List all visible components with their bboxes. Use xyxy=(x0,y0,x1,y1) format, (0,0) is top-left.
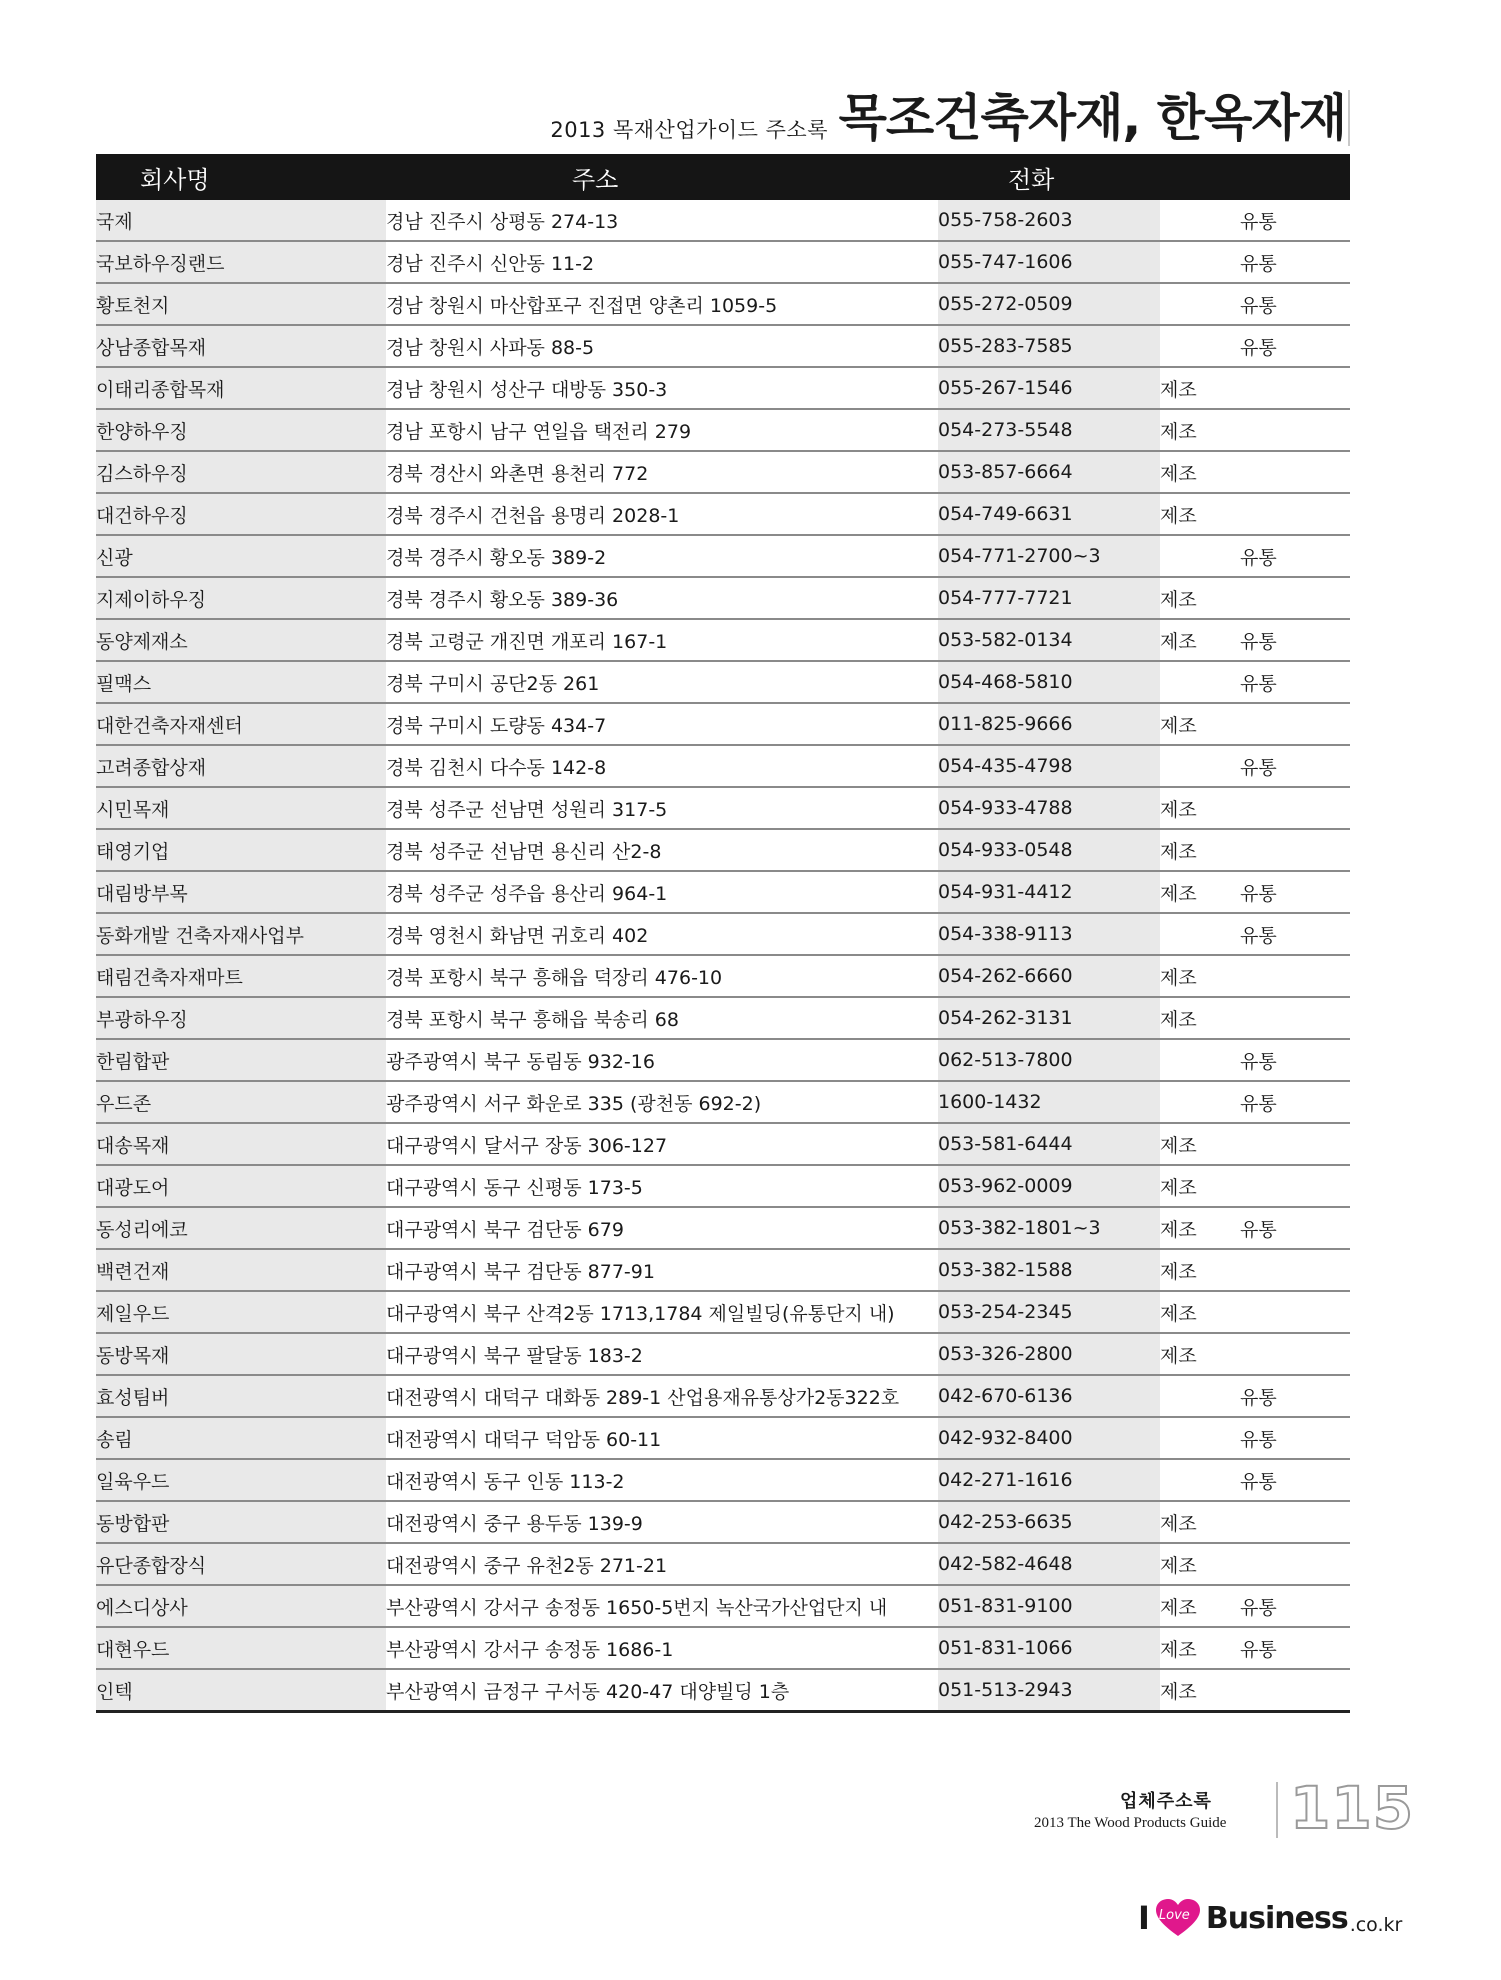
distributor-flag: 유통 xyxy=(1240,1417,1350,1459)
distributor-flag xyxy=(1240,829,1350,871)
company-address: 경남 진주시 상평동 274-13 xyxy=(386,200,938,241)
company-name: 국제 xyxy=(96,200,386,241)
table-row xyxy=(96,325,1350,367)
company-phone: 054-749-6631 xyxy=(938,493,1160,535)
company-address: 경북 구미시 공단2동 261 xyxy=(386,661,938,703)
company-address: 대전광역시 대덕구 대화동 289-1 산업용재유통상가2동322호 xyxy=(386,1375,938,1417)
company-phone: 054-468-5810 xyxy=(938,661,1160,703)
distributor-flag xyxy=(1240,577,1350,619)
manufacturer-flag xyxy=(1160,283,1240,325)
table-header-row xyxy=(96,154,1350,200)
company-phone: 053-382-1801~3 xyxy=(938,1207,1160,1249)
company-name: 김스하우징 xyxy=(96,451,386,493)
company-address: 경북 구미시 도량동 434-7 xyxy=(386,703,938,745)
company-name: 동성리에코 xyxy=(96,1207,386,1249)
distributor-flag xyxy=(1240,1543,1350,1585)
table-row xyxy=(96,367,1350,409)
company-phone: 054-262-3131 xyxy=(938,997,1160,1039)
company-name: 태림건축자재마트 xyxy=(96,955,386,997)
table-row xyxy=(96,1039,1350,1081)
heart-icon xyxy=(1154,1898,1202,1938)
table-row xyxy=(96,997,1350,1039)
company-phone: 054-777-7721 xyxy=(938,577,1160,619)
manufacturer-flag: 제조 xyxy=(1160,1165,1240,1207)
distributor-flag xyxy=(1240,1291,1350,1333)
manufacturer-flag xyxy=(1160,913,1240,955)
table-body xyxy=(96,200,1350,1712)
manufacturer-flag: 제조 xyxy=(1160,1627,1240,1669)
distributor-flag: 유통 xyxy=(1240,1459,1350,1501)
company-name: 이태리종합목재 xyxy=(96,367,386,409)
company-name: 동양제재소 xyxy=(96,619,386,661)
table-row xyxy=(96,493,1350,535)
company-address: 대구광역시 북구 검단동 877-91 xyxy=(386,1249,938,1291)
company-name: 부광하우징 xyxy=(96,997,386,1039)
company-name: 인텍 xyxy=(96,1669,386,1712)
manufacturer-flag: 제조 xyxy=(1160,1585,1240,1627)
table-row xyxy=(96,619,1350,661)
table-row xyxy=(96,661,1350,703)
company-phone: 053-962-0009 xyxy=(938,1165,1160,1207)
footer-section-label: 업체주소록 xyxy=(1120,1791,1212,1812)
manufacturer-flag: 제조 xyxy=(1160,493,1240,535)
company-address: 대구광역시 북구 팔달동 183-2 xyxy=(386,1333,938,1375)
company-name: 에스디상사 xyxy=(96,1585,386,1627)
page-title: 목조건축자재, 한옥자재 xyxy=(838,89,1346,147)
brand-domain: .co.kr xyxy=(1349,1914,1403,1936)
company-phone: 053-581-6444 xyxy=(938,1123,1160,1165)
manufacturer-flag xyxy=(1160,1417,1240,1459)
manufacturer-flag: 제조 xyxy=(1160,997,1240,1039)
title-divider xyxy=(1348,90,1350,146)
company-name: 황토천지 xyxy=(96,283,386,325)
company-address: 경북 김천시 다수동 142-8 xyxy=(386,745,938,787)
company-address: 대구광역시 달서구 장동 306-127 xyxy=(386,1123,938,1165)
manufacturer-flag xyxy=(1160,200,1240,241)
company-name: 대현우드 xyxy=(96,1627,386,1669)
company-name: 대광도어 xyxy=(96,1165,386,1207)
company-name: 고려종합상재 xyxy=(96,745,386,787)
company-address: 경북 경주시 건천읍 용명리 2028-1 xyxy=(386,493,938,535)
company-phone: 055-283-7585 xyxy=(938,325,1160,367)
distributor-flag: 유통 xyxy=(1240,1207,1350,1249)
company-address: 경북 고령군 개진면 개포리 167-1 xyxy=(386,619,938,661)
page-header xyxy=(96,84,1350,152)
table-row xyxy=(96,409,1350,451)
table-row xyxy=(96,1543,1350,1585)
distributor-flag xyxy=(1240,1501,1350,1543)
table-row xyxy=(96,787,1350,829)
column-header-company: 회사명 xyxy=(96,154,386,200)
header-subtitle: 2013 목재산업가이드 주소록 xyxy=(550,118,828,142)
table-row xyxy=(96,577,1350,619)
manufacturer-flag: 제조 xyxy=(1160,1333,1240,1375)
manufacturer-flag: 제조 xyxy=(1160,409,1240,451)
company-name: 상남종합목재 xyxy=(96,325,386,367)
distributor-flag: 유통 xyxy=(1240,283,1350,325)
table-row xyxy=(96,1207,1350,1249)
company-phone: 053-582-0134 xyxy=(938,619,1160,661)
manufacturer-flag xyxy=(1160,1081,1240,1123)
table-row xyxy=(96,535,1350,577)
table-row xyxy=(96,1165,1350,1207)
company-address: 대전광역시 대덕구 덕암동 60-11 xyxy=(386,1417,938,1459)
table-row xyxy=(96,1123,1350,1165)
company-address: 광주광역시 서구 화운로 335 (광천동 692-2) xyxy=(386,1081,938,1123)
company-phone: 1600-1432 xyxy=(938,1081,1160,1123)
company-name: 한양하우징 xyxy=(96,409,386,451)
company-phone: 054-435-4798 xyxy=(938,745,1160,787)
distributor-flag: 유통 xyxy=(1240,241,1350,283)
company-address: 경남 진주시 신안동 11-2 xyxy=(386,241,938,283)
company-phone: 053-254-2345 xyxy=(938,1291,1160,1333)
table-row xyxy=(96,1333,1350,1375)
company-phone: 055-267-1546 xyxy=(938,367,1160,409)
company-phone: 042-582-4648 xyxy=(938,1543,1160,1585)
distributor-flag xyxy=(1240,451,1350,493)
distributor-flag: 유통 xyxy=(1240,745,1350,787)
manufacturer-flag: 제조 xyxy=(1160,1249,1240,1291)
company-name: 국보하우징랜드 xyxy=(96,241,386,283)
company-name: 대한건축자재센터 xyxy=(96,703,386,745)
distributor-flag: 유통 xyxy=(1240,1627,1350,1669)
company-name: 유단종합장식 xyxy=(96,1543,386,1585)
brand-heart-text: Love xyxy=(1158,1908,1190,1923)
table-row xyxy=(96,1627,1350,1669)
distributor-flag: 유통 xyxy=(1240,871,1350,913)
manufacturer-flag xyxy=(1160,1375,1240,1417)
distributor-flag xyxy=(1240,409,1350,451)
footer-guide-name: 2013 The Wood Products Guide xyxy=(1034,1815,1227,1831)
distributor-flag xyxy=(1240,1123,1350,1165)
distributor-flag xyxy=(1240,493,1350,535)
page-number: 115 xyxy=(1290,1774,1415,1842)
company-address: 대구광역시 북구 검단동 679 xyxy=(386,1207,938,1249)
company-address: 경남 포항시 남구 연일읍 택전리 279 xyxy=(386,409,938,451)
manufacturer-flag: 제조 xyxy=(1160,1501,1240,1543)
distributor-flag xyxy=(1240,703,1350,745)
manufacturer-flag: 제조 xyxy=(1160,1291,1240,1333)
manufacturer-flag: 제조 xyxy=(1160,703,1240,745)
company-phone: 053-326-2800 xyxy=(938,1333,1160,1375)
company-address: 경북 성주군 선남면 용신리 산2-8 xyxy=(386,829,938,871)
company-phone: 042-932-8400 xyxy=(938,1417,1160,1459)
column-header-address: 주소 xyxy=(386,154,938,200)
company-name: 대건하우징 xyxy=(96,493,386,535)
table-row xyxy=(96,1249,1350,1291)
company-name: 지제이하우징 xyxy=(96,577,386,619)
manufacturer-flag xyxy=(1160,745,1240,787)
company-name: 동방목재 xyxy=(96,1333,386,1375)
table-row xyxy=(96,1081,1350,1123)
company-phone: 051-831-1066 xyxy=(938,1627,1160,1669)
distributor-flag: 유통 xyxy=(1240,619,1350,661)
manufacturer-flag: 제조 xyxy=(1160,619,1240,661)
company-address: 광주광역시 북구 동림동 932-16 xyxy=(386,1039,938,1081)
company-name: 한림합판 xyxy=(96,1039,386,1081)
company-phone: 051-831-9100 xyxy=(938,1585,1160,1627)
distributor-flag: 유통 xyxy=(1240,535,1350,577)
company-phone: 042-670-6136 xyxy=(938,1375,1160,1417)
table-row xyxy=(96,1375,1350,1417)
company-name: 효성팀버 xyxy=(96,1375,386,1417)
table-row xyxy=(96,451,1350,493)
company-address: 경북 포항시 북구 흥해읍 북송리 68 xyxy=(386,997,938,1039)
distributor-flag: 유통 xyxy=(1240,913,1350,955)
distributor-flag xyxy=(1240,787,1350,829)
company-phone: 062-513-7800 xyxy=(938,1039,1160,1081)
distributor-flag: 유통 xyxy=(1240,1039,1350,1081)
table-row xyxy=(96,913,1350,955)
company-name: 태영기업 xyxy=(96,829,386,871)
company-name: 송림 xyxy=(96,1417,386,1459)
manufacturer-flag xyxy=(1160,535,1240,577)
manufacturer-flag: 제조 xyxy=(1160,367,1240,409)
table-row xyxy=(96,1669,1350,1712)
company-directory-table xyxy=(96,154,1350,1713)
company-name: 대림방부목 xyxy=(96,871,386,913)
company-address: 경남 창원시 마산합포구 진접면 양촌리 1059-5 xyxy=(386,283,938,325)
table-row xyxy=(96,1501,1350,1543)
distributor-flag: 유통 xyxy=(1240,1585,1350,1627)
distributor-flag xyxy=(1240,1249,1350,1291)
distributor-flag xyxy=(1240,997,1350,1039)
company-name: 신광 xyxy=(96,535,386,577)
company-name: 동방합판 xyxy=(96,1501,386,1543)
company-name: 시민목재 xyxy=(96,787,386,829)
manufacturer-flag: 제조 xyxy=(1160,1123,1240,1165)
company-phone: 055-758-2603 xyxy=(938,200,1160,241)
column-header-phone: 전화 xyxy=(938,154,1160,200)
distributor-flag xyxy=(1240,1333,1350,1375)
table-row xyxy=(96,1585,1350,1627)
distributor-flag xyxy=(1240,955,1350,997)
manufacturer-flag: 제조 xyxy=(1160,1669,1240,1712)
table-row xyxy=(96,1417,1350,1459)
distributor-flag: 유통 xyxy=(1240,1081,1350,1123)
manufacturer-flag: 제조 xyxy=(1160,1207,1240,1249)
company-phone: 042-253-6635 xyxy=(938,1501,1160,1543)
company-address: 경북 포항시 북구 흥해읍 덕장리 476-10 xyxy=(386,955,938,997)
manufacturer-flag: 제조 xyxy=(1160,451,1240,493)
manufacturer-flag: 제조 xyxy=(1160,829,1240,871)
manufacturer-flag: 제조 xyxy=(1160,1543,1240,1585)
table-row xyxy=(96,871,1350,913)
company-address: 대전광역시 동구 인동 113-2 xyxy=(386,1459,938,1501)
footer-divider xyxy=(1276,1782,1278,1838)
company-name: 동화개발 건축자재사업부 xyxy=(96,913,386,955)
brand-prefix: I xyxy=(1138,1899,1150,1937)
company-name: 우드존 xyxy=(96,1081,386,1123)
company-address: 대구광역시 북구 산격2동 1713,1784 제일빌딩(유통단지 내) xyxy=(386,1291,938,1333)
company-phone: 053-382-1588 xyxy=(938,1249,1160,1291)
manufacturer-flag xyxy=(1160,1039,1240,1081)
company-phone: 055-747-1606 xyxy=(938,241,1160,283)
company-phone: 054-273-5548 xyxy=(938,409,1160,451)
company-phone: 054-771-2700~3 xyxy=(938,535,1160,577)
column-header-blank-mfg xyxy=(1160,154,1240,200)
distributor-flag xyxy=(1240,367,1350,409)
company-address: 부산광역시 강서구 송정동 1686-1 xyxy=(386,1627,938,1669)
table-row xyxy=(96,829,1350,871)
company-name: 일육우드 xyxy=(96,1459,386,1501)
company-address: 부산광역시 금정구 구서동 420-47 대양빌딩 1층 xyxy=(386,1669,938,1712)
column-header-blank-dist xyxy=(1240,154,1350,200)
brand-logo xyxy=(1138,1895,1402,1941)
manufacturer-flag xyxy=(1160,325,1240,367)
company-name: 제일우드 xyxy=(96,1291,386,1333)
company-name: 필맥스 xyxy=(96,661,386,703)
manufacturer-flag: 제조 xyxy=(1160,955,1240,997)
distributor-flag: 유통 xyxy=(1240,1375,1350,1417)
company-name: 대송목재 xyxy=(96,1123,386,1165)
table-row xyxy=(96,955,1350,997)
distributor-flag: 유통 xyxy=(1240,200,1350,241)
company-phone: 051-513-2943 xyxy=(938,1669,1160,1712)
manufacturer-flag xyxy=(1160,1459,1240,1501)
company-address: 대전광역시 중구 용두동 139-9 xyxy=(386,1501,938,1543)
company-address: 경북 경산시 와촌면 용천리 772 xyxy=(386,451,938,493)
table-row xyxy=(96,703,1350,745)
company-phone: 042-271-1616 xyxy=(938,1459,1160,1501)
company-address: 경북 성주군 성주읍 용산리 964-1 xyxy=(386,871,938,913)
table-row xyxy=(96,200,1350,241)
manufacturer-flag xyxy=(1160,661,1240,703)
company-phone: 054-338-9113 xyxy=(938,913,1160,955)
company-name: 백련건재 xyxy=(96,1249,386,1291)
manufacturer-flag xyxy=(1160,241,1240,283)
company-address: 대전광역시 중구 유천2동 271-21 xyxy=(386,1543,938,1585)
company-phone: 011-825-9666 xyxy=(938,703,1160,745)
table-row xyxy=(96,1291,1350,1333)
table-row xyxy=(96,745,1350,787)
brand-name: Business xyxy=(1205,1900,1348,1936)
distributor-flag: 유통 xyxy=(1240,325,1350,367)
table-row xyxy=(96,241,1350,283)
company-phone: 055-272-0509 xyxy=(938,283,1160,325)
company-address: 대구광역시 동구 신평동 173-5 xyxy=(386,1165,938,1207)
table-row xyxy=(96,1459,1350,1501)
company-phone: 054-262-6660 xyxy=(938,955,1160,997)
company-address: 경북 경주시 황오동 389-36 xyxy=(386,577,938,619)
company-phone: 054-933-0548 xyxy=(938,829,1160,871)
manufacturer-flag: 제조 xyxy=(1160,871,1240,913)
manufacturer-flag: 제조 xyxy=(1160,787,1240,829)
company-phone: 054-933-4788 xyxy=(938,787,1160,829)
company-address: 경북 경주시 황오동 389-2 xyxy=(386,535,938,577)
company-address: 경북 영천시 화남면 귀호리 402 xyxy=(386,913,938,955)
manufacturer-flag: 제조 xyxy=(1160,577,1240,619)
company-address: 부산광역시 강서구 송정동 1650-5번지 녹산국가산업단지 내 xyxy=(386,1585,938,1627)
company-phone: 054-931-4412 xyxy=(938,871,1160,913)
company-address: 경남 창원시 성산구 대방동 350-3 xyxy=(386,367,938,409)
company-address: 경북 성주군 선남면 성원리 317-5 xyxy=(386,787,938,829)
company-phone: 053-857-6664 xyxy=(938,451,1160,493)
table-row xyxy=(96,283,1350,325)
distributor-flag: 유통 xyxy=(1240,661,1350,703)
distributor-flag xyxy=(1240,1669,1350,1712)
company-address: 경남 창원시 사파동 88-5 xyxy=(386,325,938,367)
distributor-flag xyxy=(1240,1165,1350,1207)
